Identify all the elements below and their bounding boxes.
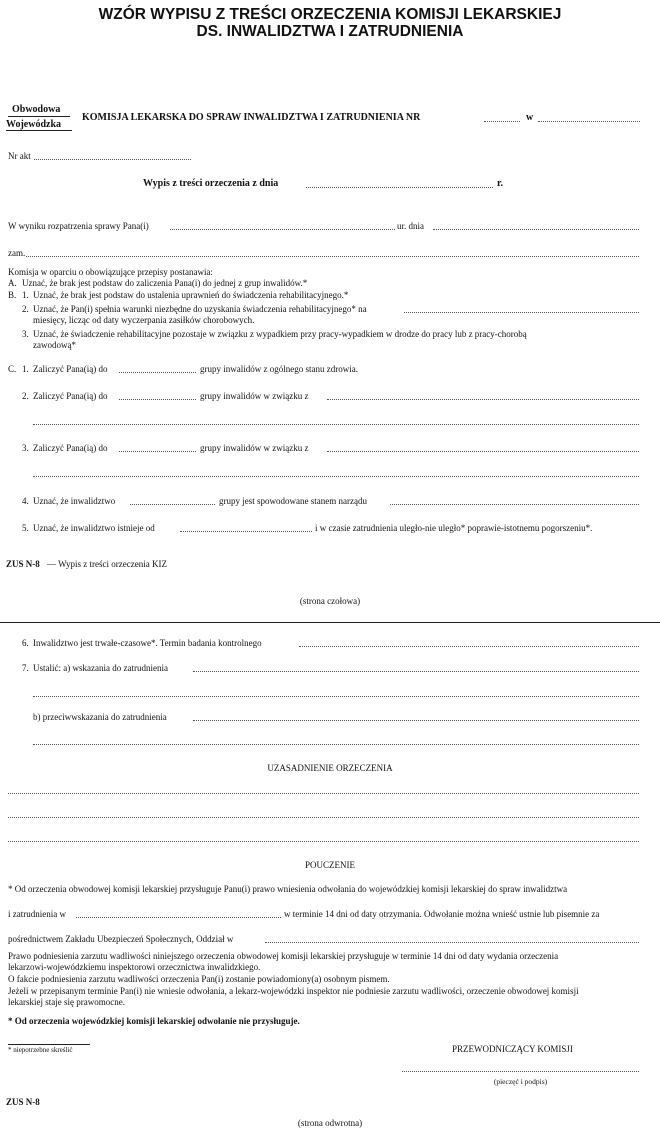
c2-reason-field-line2[interactable] [33,424,639,425]
control-exam-date-field[interactable] [299,646,639,647]
birth-date-field[interactable] [433,229,639,230]
section-c5-num: 5. [22,523,29,533]
section-b1-text: Uznać, że brak jest podstaw do ustalenia uprawnień do świadczenia rehabilitacyjnego.* [33,290,349,300]
c3-reason-field-line2[interactable] [33,476,639,477]
back-page-label: (strona odwrotna) [297,1118,363,1128]
c5-since-field[interactable] [180,531,312,532]
case-person-field[interactable] [170,229,395,230]
contraindications-field[interactable] [193,720,639,721]
c2-group-field[interactable] [119,399,196,400]
commission-name: KOMISJA LEKARSKA DO SPRAW INWALIDZTWA I ZATRUDNIENIA NR [82,112,421,123]
section-b2-text-line1: Uznać, że Pan(i) spełnia warunki niezbędne do uzyskania świadczenia rehabilitacyjnego* na [33,304,367,314]
section-c4-text-b: grupy jest spowodowane stanem narządu [219,496,367,506]
zus-branch-field[interactable] [265,942,639,943]
extract-year-suffix: r. [497,178,504,189]
section-c3-text-a: Zaliczyć Pana(ią) do [33,443,108,453]
level-obwodowa: Obwodowa [12,104,61,115]
commission-in-label: w [526,112,534,123]
justification-title: UZASADNIENIE ORZECZENIA [267,763,393,773]
item-7b-text: b) przeciwwskazania do zatrudnienia [33,712,167,722]
chairman-label: PRZEWODNICZĄCY KOMISJI [452,1044,573,1054]
signature-field[interactable] [402,1071,639,1072]
document-title-line1: WZÓR WYPISU Z TREŚCI ORZECZENIA KOMISJI LEKARSKIEJ [98,6,562,23]
instruction-p1-line1: * Od orzeczenia obwodowej komisji lekarskiej przysługuje Panu(i) prawo wniesienia odwołania do wojewódzkiej komisji lekarskiej do spraw inwalidztwa [8,884,568,894]
section-a-text: Uznać, że brak jest podstaw do zaliczenia Pana(i) do jednej z grup inwalidów.* [22,278,308,288]
indications-field-line2[interactable] [33,696,639,697]
instruction-p4-line2: lekarskiej staje się prawomocne. [8,997,125,1007]
justification-line-1[interactable] [8,793,639,794]
c3-reason-field[interactable] [327,451,639,452]
c1-group-field[interactable] [119,372,196,373]
zus-form-code-back: ZUS N-8 [6,1097,40,1107]
front-page-label: (strona czołowa) [299,596,361,606]
appeal-commission-city-field[interactable] [76,917,281,918]
instruction-p2-line1: Prawo podniesienia zarzutu wadliwości niniejszego orzeczenia obwodowej komisji lekarskiej przysługuje w terminie 14 dni od daty wydania orzeczenia [8,951,559,961]
section-c4-num: 4. [22,496,29,506]
item-7-num: 7. [22,663,29,673]
footnote-rule [8,1044,90,1045]
document-title-line2: DS. INWALIDZTWA I ZATRUDNIENIA [196,23,464,40]
section-c3-text-b: grupy inwalidów w związku z [200,443,309,453]
address-field[interactable] [26,256,639,257]
page-divider [0,622,660,623]
instruction-p2-line2: lekarzowi-wojewódzkiemu inspektorowi orzecznictwa inwalidzkiego. [8,962,261,972]
commission-city-field[interactable] [538,121,640,122]
level-divider [8,116,70,117]
section-b1-num: 1. [22,290,29,300]
commission-number-field[interactable] [484,121,520,122]
item-6-num: 6. [22,638,29,648]
section-b3-text-line1: Uznać, że świadczenie rehabilitacyjne pozostaje w związku z wypadkiem przy pracy-wypadkiem w drodze do pracy lub z pracy-chorobą [33,329,527,339]
justification-line-3[interactable] [8,841,639,842]
c4-organ-field[interactable] [390,504,639,505]
extract-date-label: Wypis z treści orzeczenia z dnia [143,178,279,189]
level-underline [6,130,72,131]
section-c3-num: 3. [22,443,29,453]
zus-form-code-front: ZUS N-8 [6,559,40,569]
section-b3-text-line2: zawodową* [33,340,76,350]
section-b2-num: 2. [22,304,29,314]
contraindications-field-line2[interactable] [33,744,639,745]
section-a-letter: A. [8,278,17,288]
section-c-letter: C. [8,364,17,374]
birth-date-label: ur. dnia [397,221,424,231]
section-c5-text-b: i w czasie zatrudnienia uległo-nie uległo* poprawie-istotnemu pogorszeniu*. [315,523,593,533]
rehabilitation-months-field[interactable] [404,312,639,313]
level-wojewodzka: Wojewódzka [6,119,61,130]
section-c1-text-b: grupy inwalidów z ogólnego stanu zdrowia. [200,364,358,374]
instruction-p3: O fakcie podniesienia zarzutu wadliwości orzeczenia Pan(i) zostanie powiadomiony(a) osobnym pismem. [8,974,390,984]
section-b-letter: B. [8,290,17,300]
footnote-text: * niepotrzebne skreślić [8,1046,73,1054]
section-c2-num: 2. [22,391,29,401]
justification-line-2[interactable] [8,817,639,818]
zus-form-desc-front: — Wypis z treści orzeczenia KIZ [47,559,167,569]
instruction-p5: * Od orzeczenia wojewódzkiej komisji lekarskiej odwołanie nie przysługuje. [8,1016,300,1026]
indications-field[interactable] [193,671,639,672]
case-number-field[interactable] [34,159,191,160]
extract-date-field[interactable] [306,187,493,188]
commission-decision-intro: Komisja w oparciu o obowiązujące przepisy postanawia: [8,267,213,277]
instruction-p1-line3: pośrednictwem Zakładu Ubezpieczeń Społecznych, Oddział w [8,934,234,944]
section-c1-text-a: Zaliczyć Pana(ią) do [33,364,108,374]
section-c2-text-b: grupy inwalidów w związku z [200,391,309,401]
section-b3-num: 3. [22,329,29,339]
instruction-p1-line2-b: w terminie 14 dni od daty otrzymania. Odwołanie można wnieść ustnie lub pisemnie za [284,909,600,919]
section-c1-num: 1. [22,364,29,374]
item-7a-text: Ustalić: a) wskazania do zatrudnienia [33,663,168,673]
c2-reason-field[interactable] [327,399,639,400]
address-label: zam. [8,248,26,258]
instruction-title: POUCZENIE [305,860,355,870]
section-c5-text-a: Uznać, że inwalidztwo istnieje od [33,523,155,533]
case-person-label: W wyniku rozpatrzenia sprawy Pana(i) [8,221,149,231]
stamp-signature-label: (pieczęć i podpis) [493,1077,548,1086]
c4-group-field[interactable] [130,504,215,505]
section-b2-text-line2: miesięcy, licząc od daty wyczerpania zasiłków chorobowych. [33,315,255,325]
item-6-text: Inwalidztwo jest trwałe-czasowe*. Termin badania kontrolnego [33,638,262,648]
section-c4-text-a: Uznać, że inwalidztwo [33,496,116,506]
instruction-p4-line1: Jeżeli w przepisanym terminie Pan(i) nie wniesie odwołania, a lekarz-wojewódzki inspektor nie podniesie zarzutu wadliwości, orzeczenie obwodowej komisji [8,986,579,996]
case-number-label: Nr akt [8,151,31,161]
instruction-p1-line2-a: i zatrudnienia w [8,909,66,919]
c3-group-field[interactable] [119,451,196,452]
section-c2-text-a: Zaliczyć Pana(ią) do [33,391,108,401]
